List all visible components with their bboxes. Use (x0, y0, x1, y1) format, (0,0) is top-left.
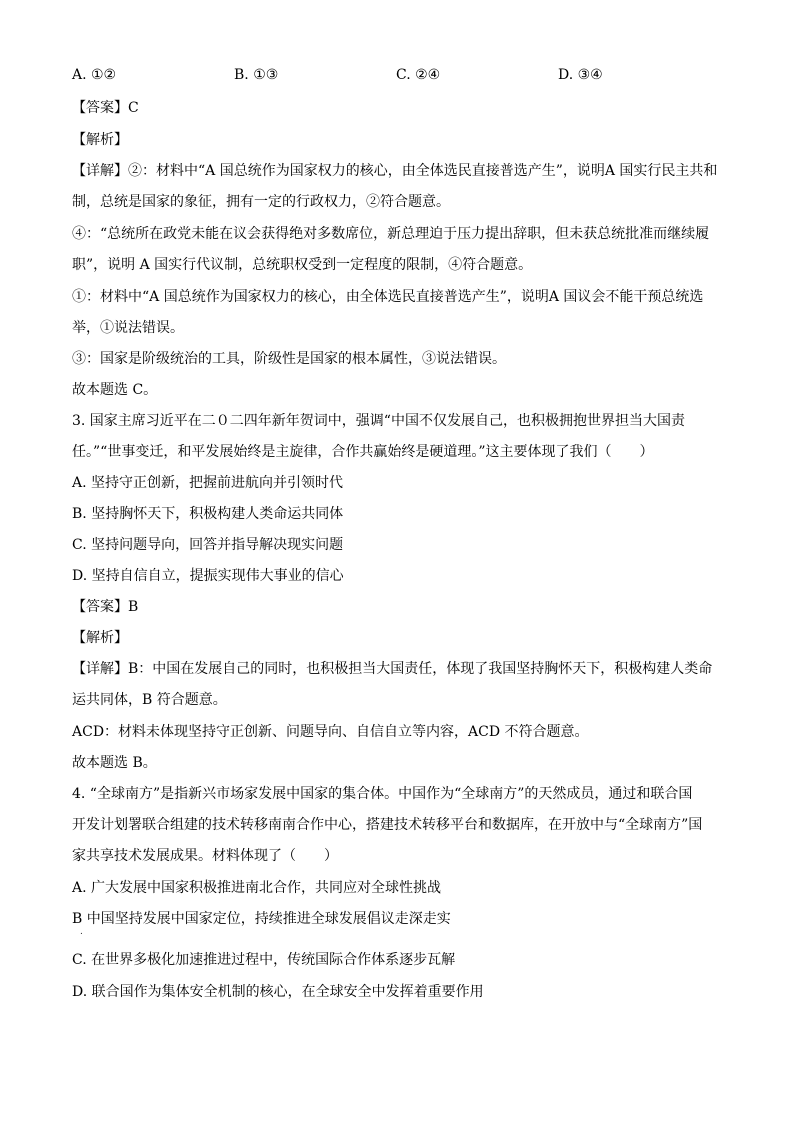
q4-stem-line: 开发计划署联合组建的技术转移南南合作中心，搭建技术转移平台和数据库，在开放中与“全球南方”国 (72, 817, 703, 833)
q3-analysis-tag: 【解析】 (72, 630, 128, 646)
q3-stem-line: 任。”“世事变迁，和平发展始终是主旋律，合作共赢始终是硬道理。”这主要体现了我们（ ） (72, 444, 654, 460)
q3-option-a: A. 坚持守正创新，把握前进航向并引领时代 (72, 475, 344, 491)
q3-option-d: D. 坚持自信自立，提振实现伟大事业的信心 (72, 568, 344, 584)
q3-stem-line: 3. 国家主席习近平在二０二四年新年贺词中，强调“中国不仅发展自己，也积极拥抱世界担当大国责 (72, 413, 685, 429)
q2-option-d: D. ③④ (558, 67, 603, 83)
q3-detail-line: 运共同体，B 符合题意。 (72, 692, 227, 708)
stray-mark: . (80, 927, 83, 937)
detail-tag: 【详解】 (72, 661, 128, 677)
q4-option-c: C. 在世界多极化加速推进过程中，传统国际合作体系逐步瓦解 (72, 952, 456, 968)
q2-detail-line (72, 164, 717, 178)
q2-detail-line: ④：“总统所在政党未能在议会获得绝对多数席位，新总理迫于压力提出辞职，但未获总统批准而继续履 (72, 226, 710, 242)
q4-stem-line: 4. “全球南方”是指新兴市场家发展中国家的集合体。中国作为“全球南方”的天然成员，通过和联合国 (72, 786, 693, 802)
q2-option-b: B. ①③ (234, 67, 279, 83)
q2-detail-line: 举，①说法错误。 (72, 320, 184, 336)
q2-option-a: A. ①② (72, 67, 117, 83)
q2-answer (72, 101, 139, 115)
answer-value: C (128, 100, 139, 116)
q2-conclusion: 故本题选 C。 (72, 382, 158, 398)
answer-tag: 【答案】 (72, 100, 128, 116)
q3-detail-line (72, 662, 712, 676)
q2-detail-line: ③：国家是阶级统治的工具，阶级性是国家的根本属性，③说法错误。 (72, 351, 506, 367)
answer-tag: 【答案】 (72, 599, 128, 615)
q2-detail-line: 职”，说明 A 国实行代议制，总统职权受到一定程度的限制，④符合题意。 (72, 257, 533, 273)
answer-value: B (128, 599, 139, 615)
q3-option-b: B. 坚持胸怀天下，积极构建人类命运共同体 (72, 506, 344, 522)
detail-text: B：中国在发展自己的同时，也积极担当大国责任，体现了我国坚持胸怀天下，积极构建人类命 (128, 661, 713, 677)
q3-option-c: C. 坚持问题导向，回答并指导解决现实问题 (72, 537, 344, 553)
q2-option-c: C. ②④ (396, 67, 441, 83)
q4-option-a: A. 广大发展中国家积极推进南北合作，共同应对全球性挑战 (72, 880, 442, 896)
q3-conclusion: 故本题选 B。 (72, 755, 157, 771)
q4-option-d: D. 联合国作为集体安全机制的核心，在全球安全中发挥着重要作用 (72, 984, 484, 1000)
q4-option-b: B 中国坚持发展中国家定位，持续推进全球发展倡议走深走实 (72, 911, 451, 927)
q3-answer (72, 600, 138, 614)
q3-detail-line: ACD：材料未体现坚持守正创新、问题导向、自信自立等内容，ACD 不符合题意。 (72, 724, 589, 740)
q2-detail-line: ①：材料中“A 国总统作为国家权力的核心，由全体选民直接普选产生”，说明A 国议会不能干预总统选 (72, 289, 704, 305)
detail-tag: 【详解】 (72, 163, 128, 179)
q2-detail-line: 制，总统是国家的象征，拥有一定的行政权力，②符合题意。 (72, 194, 450, 210)
detail-text: ②：材料中“A 国总统作为国家权力的核心，由全体选民直接普选产生”，说明A 国实行民主共和 (128, 163, 718, 179)
q2-analysis-tag: 【解析】 (72, 132, 128, 148)
q4-stem-line: 家共享技术发展成果。材料体现了（ ） (72, 848, 338, 864)
